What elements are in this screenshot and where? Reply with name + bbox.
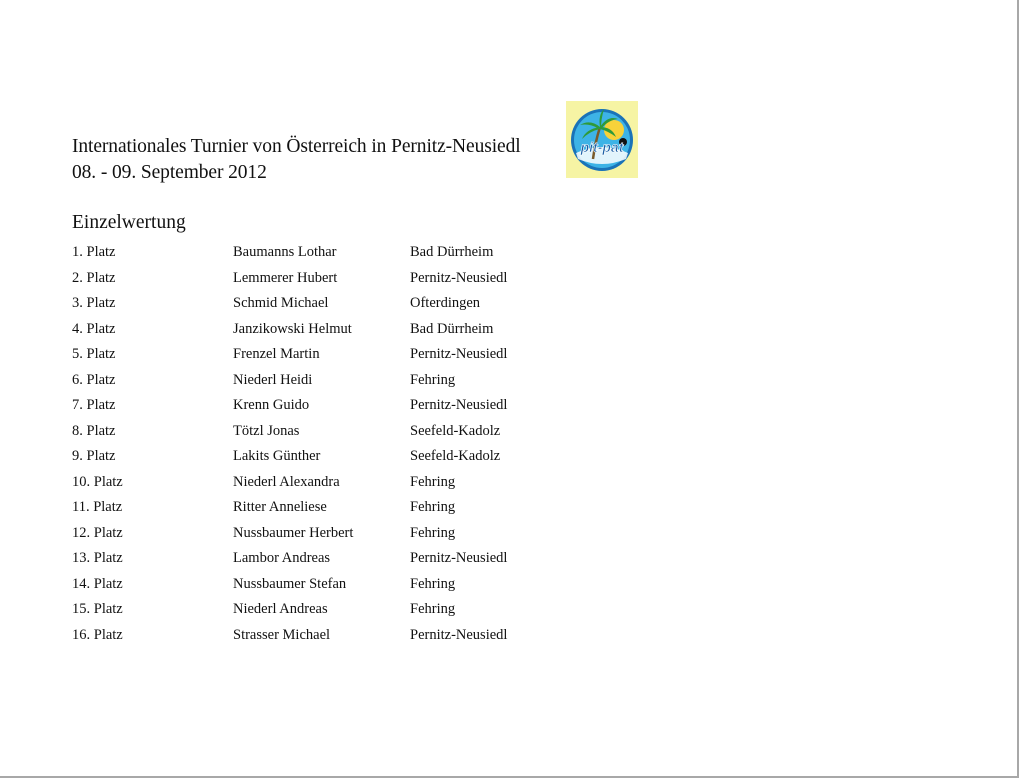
- logo-wordmark: pit-pat: [580, 139, 624, 155]
- result-place: 15. Platz: [72, 601, 123, 617]
- results-table: [72, 240, 610, 648]
- pit-pat-logo: [566, 101, 638, 178]
- result-name: Schmid Michael: [233, 295, 329, 311]
- table-row: [72, 291, 610, 317]
- result-name: Krenn Guido: [233, 397, 310, 413]
- table-row: [72, 470, 610, 496]
- result-place: 11. Platz: [72, 499, 123, 515]
- result-club: Fehring: [410, 371, 456, 388]
- result-name: Strasser Michael: [233, 626, 331, 643]
- table-row: [72, 623, 610, 649]
- table-row: [72, 419, 610, 445]
- result-club: Ofterdingen: [410, 295, 481, 311]
- result-place: 12. Platz: [72, 524, 123, 541]
- result-name: Janzikowski Helmut: [233, 320, 352, 337]
- result-place: 2. Platz: [72, 269, 116, 286]
- table-row: [72, 546, 610, 572]
- result-name: Nussbaumer Stefan: [233, 575, 347, 592]
- result-place: 3. Platz: [72, 295, 116, 311]
- result-place: 6. Platz: [72, 371, 116, 388]
- result-club: Pernitz-Neusiedl: [410, 397, 508, 413]
- result-name: Ritter Anneliese: [233, 499, 327, 515]
- result-place: 9. Platz: [72, 448, 116, 464]
- result-name: Frenzel Martin: [233, 346, 320, 362]
- table-row: [72, 368, 610, 394]
- table-row: [72, 572, 610, 598]
- table-row: [72, 240, 610, 266]
- results-body: [72, 240, 610, 648]
- table-row: [72, 597, 610, 623]
- result-place: 13. Platz: [72, 550, 123, 566]
- table-row: [72, 266, 610, 292]
- result-place: 7. Platz: [72, 397, 116, 413]
- table-row: [72, 495, 610, 521]
- result-club: Bad Dürrheim: [410, 320, 494, 337]
- table-row: [72, 521, 610, 547]
- result-name: Lemmerer Hubert: [233, 269, 338, 286]
- result-club: Pernitz-Neusiedl: [410, 269, 508, 286]
- result-name: Lakits Günther: [233, 448, 321, 464]
- result-club: Seefeld-Kadolz: [410, 448, 501, 464]
- result-name: Nussbaumer Herbert: [233, 524, 354, 541]
- result-club: Pernitz-Neusiedl: [410, 550, 508, 566]
- table-row: [72, 393, 610, 419]
- section-heading: Einzelwertung: [72, 212, 186, 233]
- result-club: Bad Dürrheim: [410, 244, 494, 260]
- result-place: 1. Platz: [72, 244, 116, 260]
- result-club: Fehring: [410, 473, 456, 490]
- table-row: [72, 317, 610, 343]
- result-club: Fehring: [410, 499, 456, 515]
- result-place: 10. Platz: [72, 473, 123, 490]
- tournament-date: 08. - 09. September 2012: [72, 162, 267, 183]
- result-club: Seefeld-Kadolz: [410, 422, 501, 439]
- result-name: Baumanns Lothar: [233, 244, 337, 260]
- table-row: [72, 444, 610, 470]
- result-club: Fehring: [410, 575, 456, 592]
- table-row: [72, 342, 610, 368]
- result-name: Niederl Andreas: [233, 601, 328, 617]
- result-club: Fehring: [410, 601, 456, 617]
- tournament-title: Internationales Turnier von Österreich in Pernitz-Neusiedl: [72, 136, 521, 157]
- result-place: 5. Platz: [72, 346, 116, 362]
- result-place: 14. Platz: [72, 575, 123, 592]
- result-name: Niederl Heidi: [233, 371, 313, 388]
- pit-pat-logo-icon: [566, 101, 638, 178]
- result-place: 4. Platz: [72, 320, 116, 337]
- result-place: 8. Platz: [72, 422, 116, 439]
- result-name: Tötzl Jonas: [233, 422, 300, 439]
- result-name: Niederl Alexandra: [233, 473, 340, 490]
- result-place: 16. Platz: [72, 626, 123, 643]
- result-name: Lambor Andreas: [233, 550, 331, 566]
- result-club: Fehring: [410, 524, 456, 541]
- result-club: Pernitz-Neusiedl: [410, 346, 508, 362]
- result-club: Pernitz-Neusiedl: [410, 626, 508, 643]
